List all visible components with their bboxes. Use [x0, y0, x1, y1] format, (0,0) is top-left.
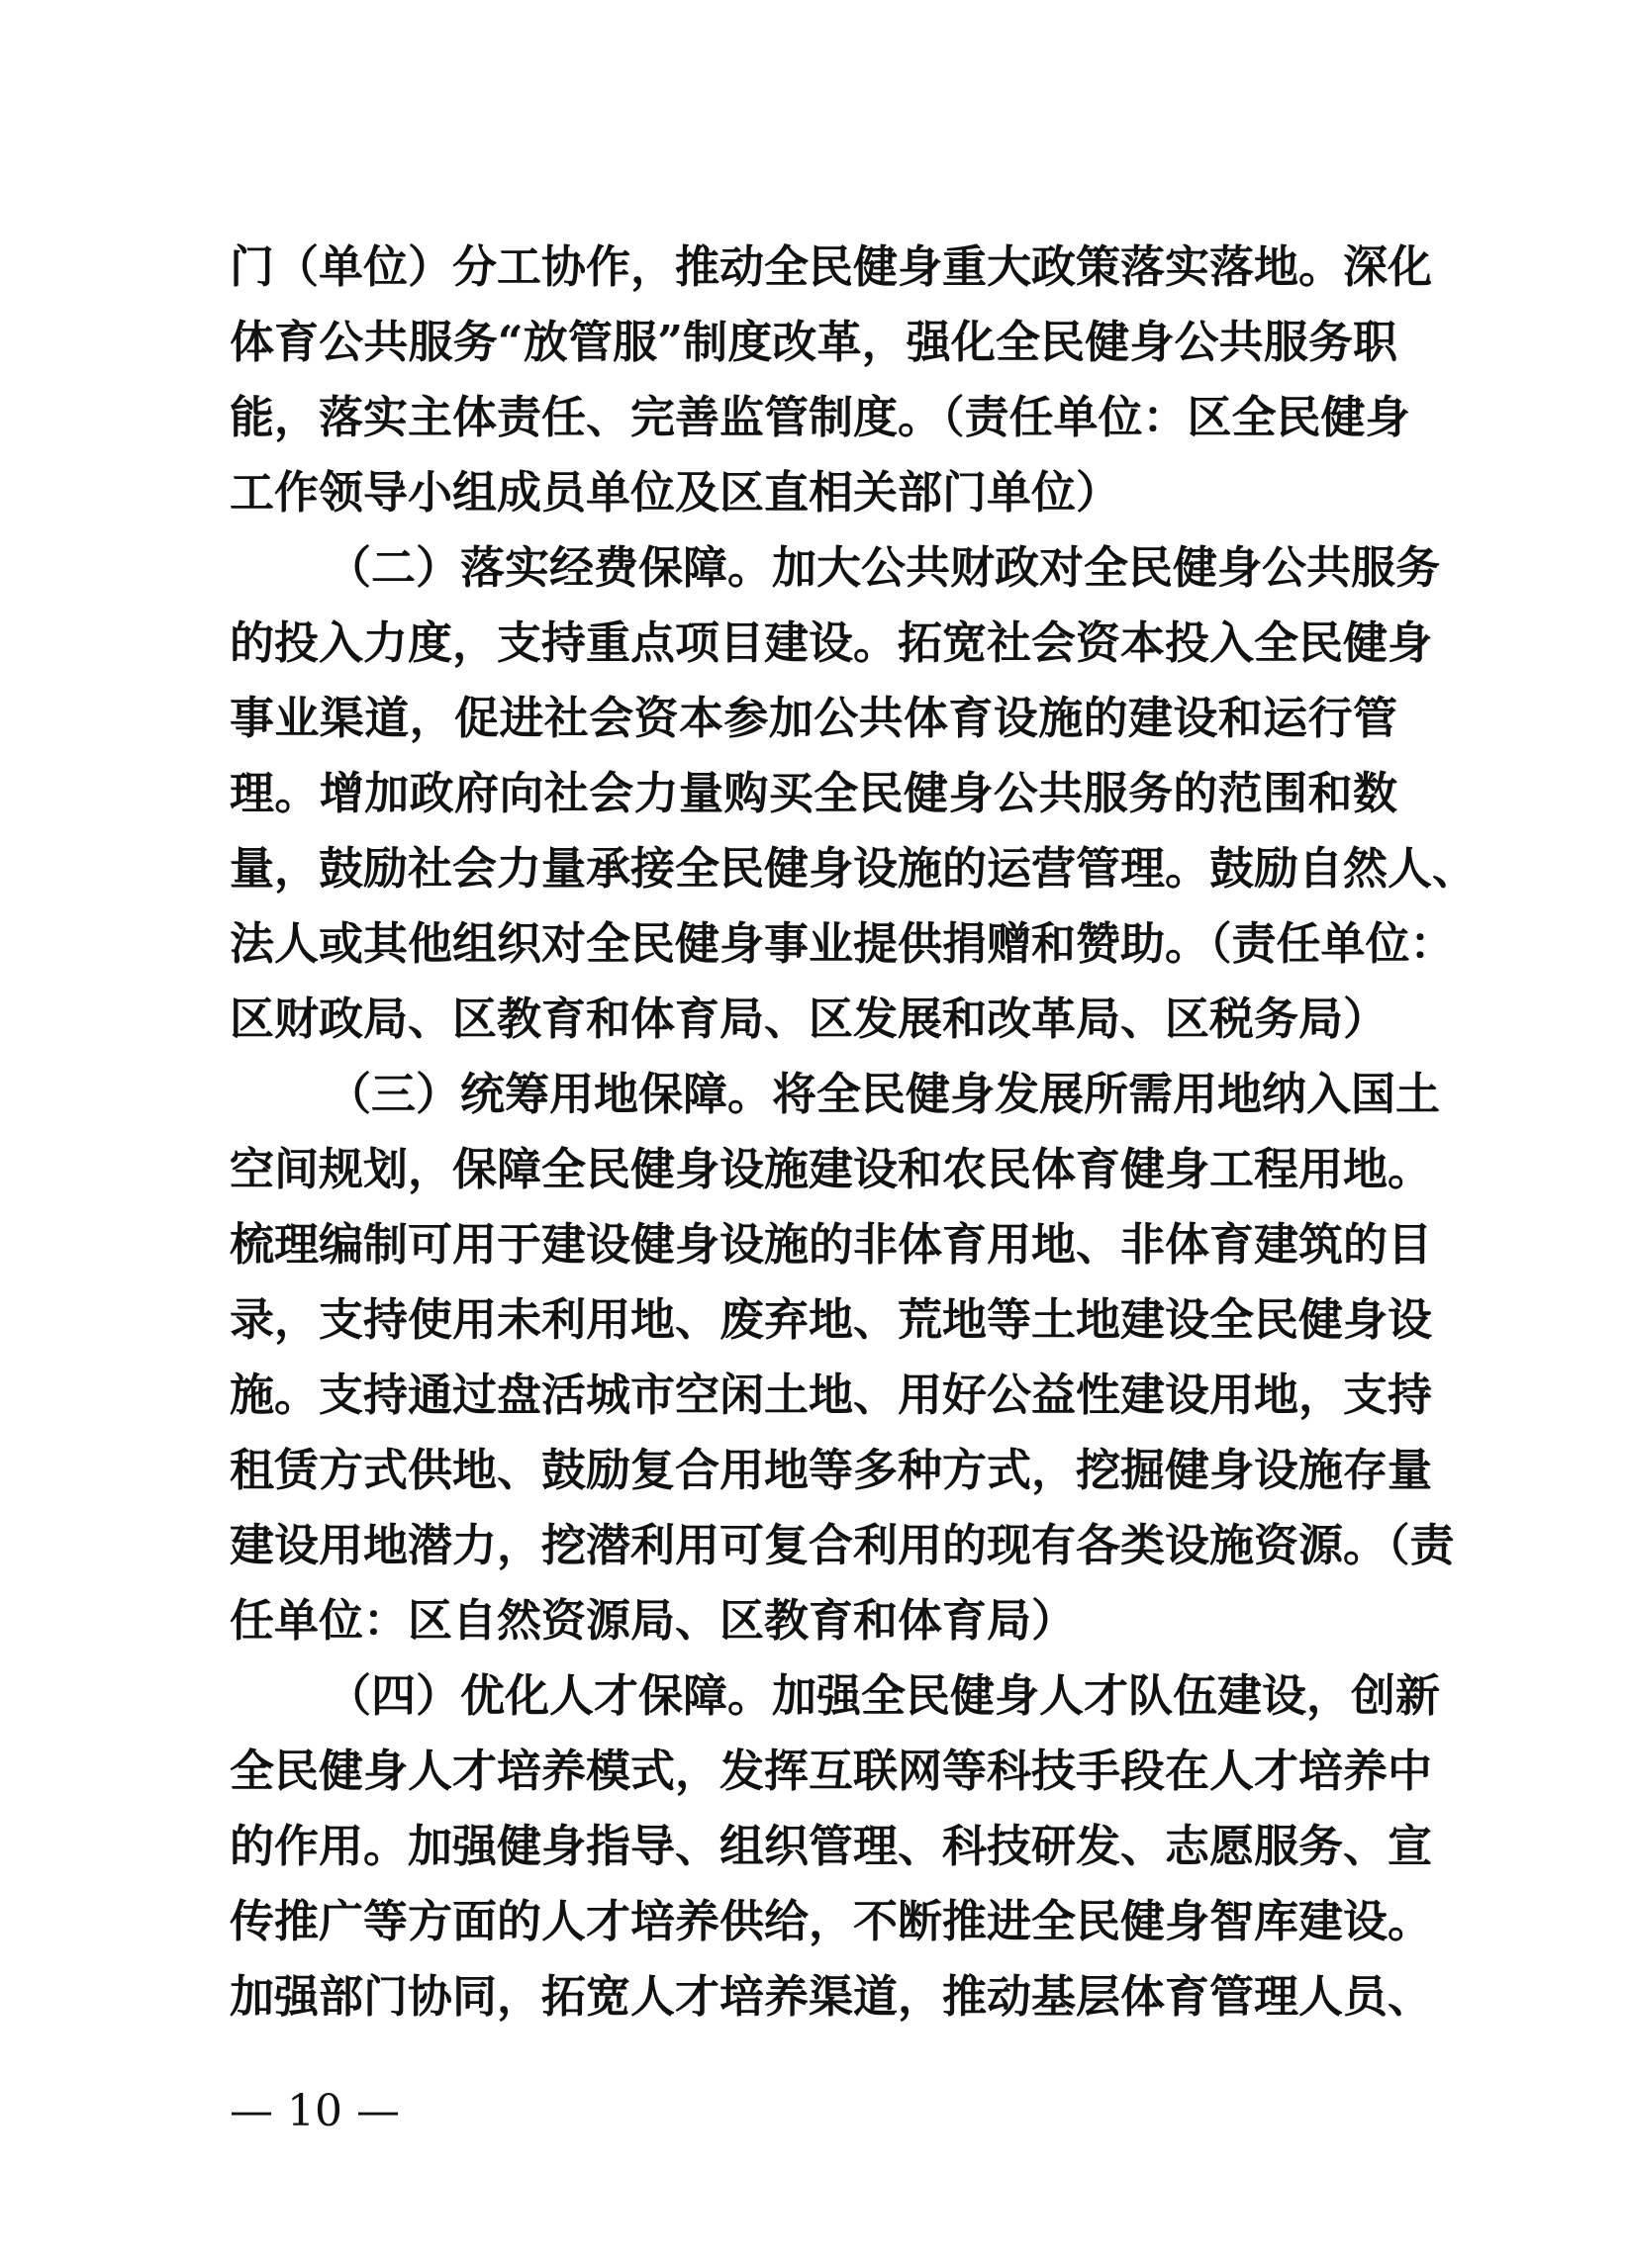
- text-line: 的作用。加强健身指导、组织管理、科技研发、志愿服务、宣: [230, 1820, 1433, 1872]
- section-heading-line: （三）统筹用地保障。将全民健身发展所需用地纳入国土: [327, 1068, 1441, 1120]
- section-heading-line: （二）落实经费保障。加大公共财政对全民健身公共服务: [327, 541, 1441, 594]
- text-line: 门（单位）分工协作，推动全民健身重大政策落实落地。深化: [230, 240, 1433, 293]
- text-line: 全民健身人才培养模式，发挥互联网等科技手段在人才培养中: [230, 1745, 1433, 1797]
- text-line: 梳理编制可用于建设健身设施的非体育用地、非体育建筑的目: [230, 1218, 1433, 1271]
- text-line: 能，落实主体责任、完善监管制度。（责任单位：区全民健身: [230, 391, 1410, 443]
- text-line: 工作领导小组成员单位及区直相关部门单位）: [230, 466, 1121, 519]
- document-body: [230, 230, 1478, 2034]
- text-line: 租赁方式供地、鼓励复合用地等多种方式，挖掘健身设施存量: [230, 1444, 1433, 1496]
- text-line: 的投入力度，支持重点项目建设。拓宽社会资本投入全民健身: [230, 616, 1433, 669]
- text-line: 空间规划，保障全民健身设施建设和农民体育健身工程用地。: [230, 1143, 1433, 1195]
- text-line: 体育公共服务“放管服”制度改革，强化全民健身公共服务职: [230, 316, 1397, 368]
- text-line: 录，支持使用未利用地、废弃地、荒地等土地建设全民健身设: [230, 1293, 1433, 1346]
- page-number: — 10 —: [230, 2086, 400, 2136]
- section-heading-line: （四）优化人才保障。加强全民健身人才队伍建设，创新: [327, 1669, 1441, 1722]
- text-line: 任单位：区自然资源局、区教育和体育局）: [230, 1594, 1077, 1647]
- text-line: 区财政局、区教育和体育局、区发展和改革局、区税务局）: [230, 992, 1389, 1045]
- text-line: 量，鼓励社会力量承接全民健身设施的运营管理。鼓励自然人、: [230, 842, 1478, 895]
- text-line: 事业渠道，促进社会资本参加公共体育设施的建设和运行管: [230, 692, 1397, 744]
- text-line: 传推广等方面的人才培养供给，不断推进全民健身智库建设。: [230, 1895, 1433, 1947]
- text-line: 建设用地潜力，挖潜利用可复合利用的现有各类设施资源。（责: [230, 1519, 1455, 1571]
- text-line: 法人或其他组织对全民健身事业提供捐赠和赞助。（责任单位：: [230, 917, 1455, 970]
- text-line: 加强部门协同，拓宽人才培养渠道，推动基层体育管理人员、: [230, 1970, 1433, 2023]
- text-line: 施。支持通过盘活城市空闲土地、用好公益性建设用地，支持: [230, 1369, 1433, 1421]
- text-line: 理。增加政府向社会力量购买全民健身公共服务的范围和数: [230, 767, 1397, 819]
